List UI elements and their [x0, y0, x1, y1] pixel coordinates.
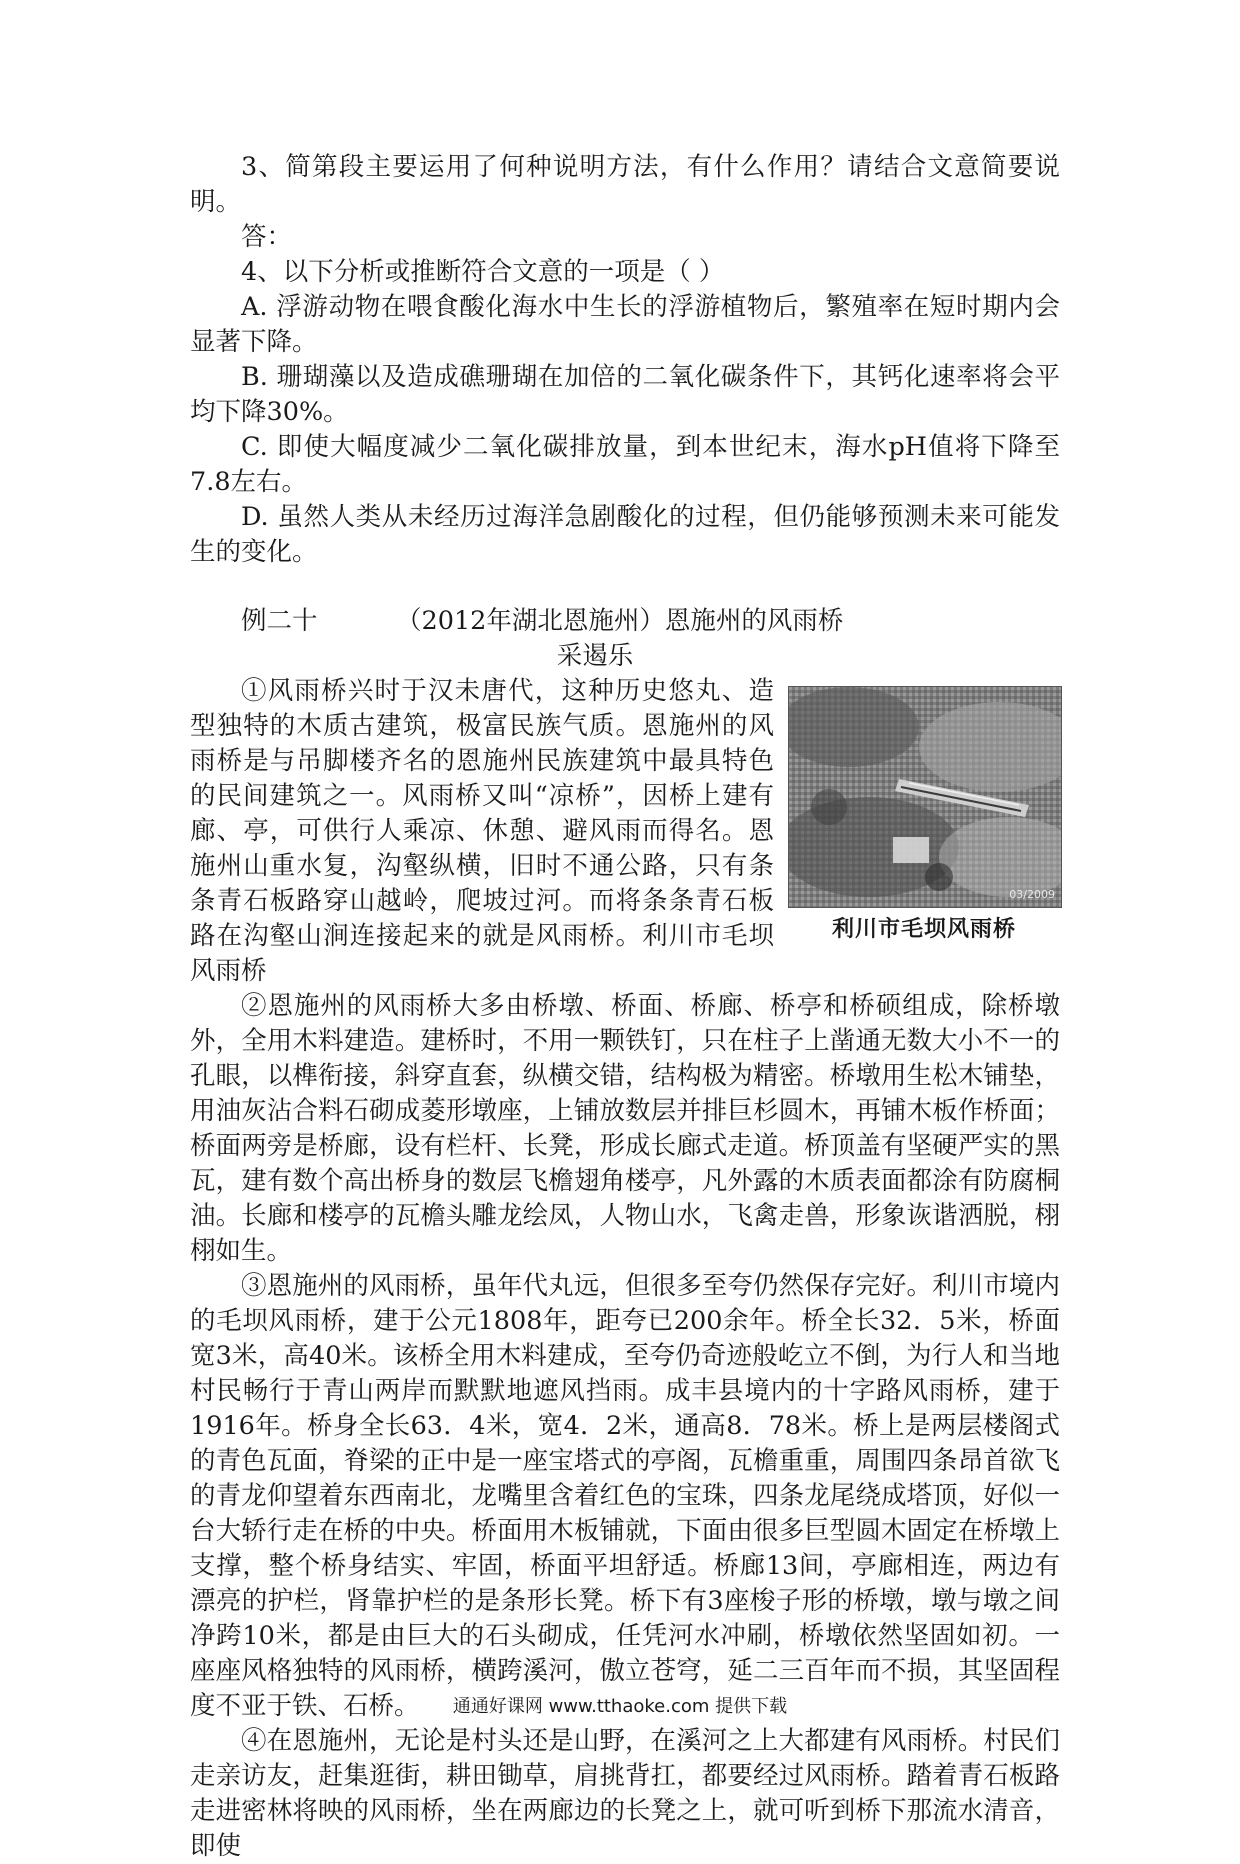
- paragraph-2: ②恩施州的风雨桥大多由桥墩、桥面、桥廊、桥亭和桥硕组成，除桥墩外，全用木料建造。建桥时，不用一颗铁钉，只在柱子上凿通无数大小不一的孔眼，以榫衔接，斜穿直套，纵横交错，结构极为精密。桥墩用生松木铺垫，用油灰沾合料石砌成菱形墩座，上铺放数层并排巨杉圆木，再铺木板作桥面；桥面两旁是桥廊，设有栏杆、长凳，形成长廊式走道。桥顶盖有坚硬严实的黑瓦，建有数个高出桥身的数层飞檐翅角楼亭，凡外露的木质表面都涂有防腐桐油。长廊和楼亭的瓦檐头雕龙绘凤，人物山水，飞禽走兽，形象诙谐洒脱，栩栩如生。: [190, 991, 1060, 1266]
- paragraph-4: ④在恩施州，无论是村头还是山野，在溪河之上大都建有风雨桥。村民们走亲访友，赶集逛街，耕田锄草，肩挑背扛，都要经过风雨桥。踏着青石板路走进密林将映的风雨桥，坐在两廊边的长凳之上，就可听到桥下那流水清音，即使: [190, 1726, 1060, 1861]
- option-b: B. 珊瑚藻以及造成礁珊瑚在加倍的二氧化碳条件下，其钙化速率将会平均下降30%。: [190, 362, 1060, 427]
- bridge-photo-figure: [788, 686, 1060, 948]
- question-3-answer-label: 答：: [241, 222, 293, 252]
- option-a: A. 浮游动物在喂食酸化海水中生长的浮游植物后，繁殖率在短时期内会显著下降。: [190, 292, 1060, 357]
- page-footer: 通通好课网 www.tthaoke.com 提供下载: [452, 1696, 788, 1717]
- bridge-photo: [788, 686, 1062, 908]
- paragraph-3: ③恩施州的风雨桥，虽年代丸远，但很多至夸仍然保存完好。利川市境内的毛坝风雨桥，建于公元1808年，距夸已200余年。桥全长32．5米，桥面宽3米，高40米。该桥全用木料建成，至夸仍奇迹般屹立不倒，为行人和当地村民畅行于青山两岸而默默地遮风挡雨。成丰县境内的十字路风雨桥，建于1916年。桥身全长63．4米，宽4．2米，通高8．78米。桥上是两层楼阁式的青色瓦面，脊梁的正中是一座宝塔式的亭阁，瓦檐重重，周围四条昂首欲飞的青龙仰望着东西南北，龙嘴里含着红色的宝珠，四条龙尾绕成塔顶，好似一台大轿行走在桥的中央。桥面用木板铺就，下面由很多巨型圆木固定在桥墩上支撑，整个桥身结实、牢固，桥面平坦舒适。桥廊13间，亭廊相连，两边有漂亮的护栏，肾靠护栏的是条形长凳。桥下有3座梭子形的桥墩，墩与墩之间净跨10米，都是由巨大的石头砌成，任凭河水冲刷，桥墩依然坚固如初。一座座风格独特的风雨桥，横跨溪河，傲立苍穹，延二三百年而不损，其坚固程度不亚于铁、石桥。: [190, 1271, 1060, 1721]
- photo-caption: 利川市毛坝风雨桥: [831, 917, 1016, 942]
- question-4: 4、以下分析或推断符合文意的一项是（ ）: [241, 257, 725, 287]
- example-label: 例二十: [241, 606, 318, 636]
- option-d: D. 虽然人类从未经历过海洋急剧酸化的过程，但仍能够预测未来可能发生的变化。: [190, 502, 1060, 567]
- section-gap: [190, 570, 1060, 604]
- example-heading: [190, 604, 1060, 639]
- photo-date-stamp: 03/2009: [1009, 888, 1055, 901]
- paragraph-1: ①风雨桥兴时于汉未唐代，这种历史悠丸、造型独特的木质古建筑，极富民族气质。恩施州的风雨桥是与吊脚楼齐名的恩施州民族建筑中最具特色的民间建筑之一。风雨桥又叫“凉桥”，因桥上建有廊、亭，可供行人乘凉、休憩、避风雨而得名。恩施州山重水复，沟壑纵横，旧时不通公路，只有条条青石板路穿山越岭，爬坡过河。而将条条青石板路在沟壑山涧连接起来的就是风雨桥。利川市毛坝风雨桥: [190, 676, 774, 986]
- question-3: 3、简第段主要运用了何种说明方法，有什么作用？请结合文意简要说明。: [190, 152, 1060, 217]
- bridge-photo-image: [789, 687, 1061, 907]
- option-c: C. 即使大幅度减少二氧化碳排放量，到本世纪末，海水pH值将下降至7.8左右。: [190, 432, 1060, 497]
- article-author: 采遏乐: [556, 641, 634, 671]
- page-content: [190, 150, 1060, 1864]
- example-source-title: （2012年湖北恩施州）恩施州的风雨桥: [396, 606, 844, 636]
